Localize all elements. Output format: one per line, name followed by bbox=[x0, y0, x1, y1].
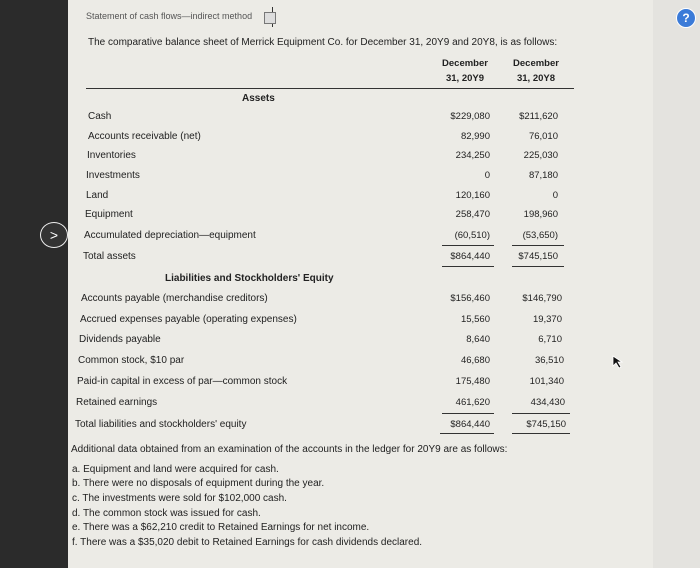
liabilities-value-20y8: 6,710 bbox=[538, 334, 562, 345]
liab-subtotal-rule-2 bbox=[512, 413, 570, 414]
liabilities-value-20y9: 46,680 bbox=[460, 355, 490, 366]
assets-label: Cash bbox=[88, 111, 112, 122]
note-d: d. The common stock was issued for cash. bbox=[72, 508, 261, 519]
liabilities-value-20y9: 461,620 bbox=[455, 397, 490, 408]
liabilities-value-20y8: 19,370 bbox=[532, 314, 562, 325]
assets-value-20y8: 225,030 bbox=[523, 150, 558, 161]
assets-subtotal-rule-2 bbox=[512, 245, 564, 246]
assets-value-20y8: $745,150 bbox=[518, 251, 558, 262]
liabilities-value-20y9: 175,480 bbox=[455, 376, 490, 387]
assets-value-20y8: (53,650) bbox=[522, 230, 558, 241]
additional-intro: Additional data obtained from an examination of the accounts in the ledger for 20Y9 are as follows: bbox=[71, 444, 508, 455]
col2-line1: December bbox=[513, 58, 559, 69]
assets-value-20y8: $211,620 bbox=[519, 111, 558, 122]
liab-total-rule-2 bbox=[512, 433, 570, 434]
col1-line2: 31, 20Y9 bbox=[445, 73, 485, 84]
liabilities-value-20y9: $864,440 bbox=[450, 419, 490, 430]
intro-text: The comparative balance sheet of Merrick Equipment Co. for December 31, 20Y9 and 20Y8, is as follows: bbox=[88, 37, 558, 48]
assets-label: Land bbox=[86, 190, 109, 201]
liabilities-value-20y8: $745,150 bbox=[526, 419, 566, 430]
liab-total-rule-1 bbox=[440, 433, 494, 434]
note-c: c. The investments were sold for $102,000 cash. bbox=[72, 493, 287, 504]
liabilities-value-20y9: 15,560 bbox=[460, 314, 490, 325]
assets-label: Equipment bbox=[85, 209, 133, 220]
assets-total-rule-1 bbox=[442, 266, 494, 267]
mouse-cursor-icon bbox=[612, 355, 624, 369]
problem-title: Statement of cash flows—indirect method bbox=[86, 11, 253, 21]
assets-subtotal-rule-1 bbox=[442, 245, 494, 246]
chevron-right-icon[interactable] bbox=[40, 222, 68, 248]
col-header-20y9 bbox=[436, 56, 494, 86]
expand-icon[interactable] bbox=[264, 12, 276, 24]
assets-value-20y9: $864,440 bbox=[450, 251, 490, 262]
note-f: f. There was a $35,020 debit to Retained Earnings for cash dividends declared. bbox=[72, 537, 423, 548]
col2-line2: 31, 20Y8 bbox=[516, 73, 556, 84]
assets-value-20y8: 87,180 bbox=[528, 170, 558, 181]
assets-value-20y9: $229,080 bbox=[450, 111, 490, 122]
background-left bbox=[0, 0, 70, 568]
help-glyph: ? bbox=[682, 11, 690, 25]
assets-value-20y9: 0 bbox=[484, 170, 490, 181]
liabilities-label: Total liabilities and stockholders' equity bbox=[75, 419, 247, 430]
assets-value-20y9: 82,990 bbox=[460, 131, 490, 142]
liabilities-value-20y9: $156,460 bbox=[450, 293, 490, 304]
assets-value-20y8: 76,010 bbox=[528, 131, 558, 142]
header-rule bbox=[86, 88, 574, 89]
assets-value-20y8: 0 bbox=[552, 190, 558, 201]
help-icon[interactable] bbox=[676, 8, 696, 28]
col-header-20y8 bbox=[507, 56, 565, 86]
liabilities-value-20y8: 36,510 bbox=[534, 355, 564, 366]
assets-label: Total assets bbox=[83, 251, 136, 262]
assets-value-20y9: 258,470 bbox=[455, 209, 490, 220]
liabilities-heading: Liabilities and Stockholders' Equity bbox=[165, 273, 334, 284]
liab-subtotal-rule-1 bbox=[442, 413, 494, 414]
liabilities-label: Accounts payable (merchandise creditors) bbox=[81, 293, 268, 304]
assets-value-20y9: 234,250 bbox=[455, 150, 490, 161]
note-a: a. Equipment and land were acquired for cash. bbox=[72, 464, 279, 475]
liabilities-label: Retained earnings bbox=[76, 397, 158, 408]
assets-heading: Assets bbox=[242, 93, 275, 104]
liabilities-label: Accrued expenses payable (operating expenses) bbox=[80, 314, 297, 325]
assets-total-rule-2 bbox=[512, 266, 564, 267]
liabilities-label: Common stock, $10 par bbox=[78, 355, 185, 366]
note-e: e. There was a $62,210 credit to Retained Earnings for net income. bbox=[72, 522, 370, 533]
liabilities-label: Paid-in capital in excess of par—common stock bbox=[77, 376, 288, 387]
assets-label: Investments bbox=[86, 170, 140, 181]
assets-value-20y8: 198,960 bbox=[523, 209, 558, 220]
liabilities-label: Dividends payable bbox=[79, 334, 161, 345]
assets-value-20y9: 120,160 bbox=[455, 190, 490, 201]
liabilities-value-20y9: 8,640 bbox=[466, 334, 490, 345]
assets-label: Inventories bbox=[87, 150, 136, 161]
liabilities-value-20y8: 434,430 bbox=[530, 397, 565, 408]
assets-label: Accumulated depreciation—equipment bbox=[84, 230, 256, 241]
assets-value-20y9: (60,510) bbox=[454, 230, 490, 241]
note-b: b. There were no disposals of equipment during the year. bbox=[72, 478, 325, 489]
liabilities-value-20y8: $146,790 bbox=[522, 293, 562, 304]
col1-line1: December bbox=[442, 58, 488, 69]
assets-label: Accounts receivable (net) bbox=[88, 131, 201, 142]
next-glyph: > bbox=[49, 227, 59, 243]
liabilities-value-20y8: 101,340 bbox=[529, 376, 564, 387]
